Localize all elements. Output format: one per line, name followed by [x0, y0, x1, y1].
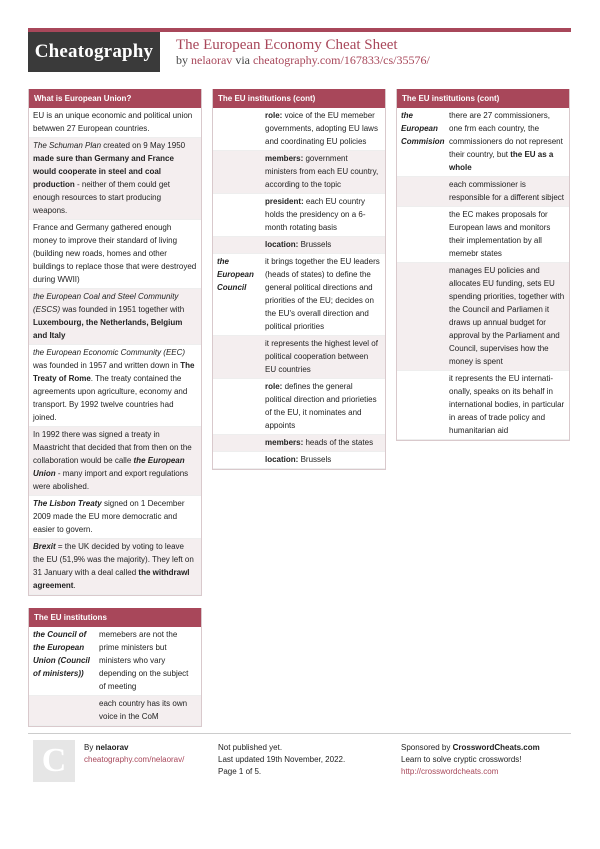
- section-eu-institutions: [28, 608, 202, 727]
- footer-author-name[interactable]: nelaorav: [95, 743, 129, 752]
- section-header: The EU institutions (cont): [213, 89, 385, 108]
- row-key-empty: [401, 208, 449, 260]
- text-bold: the EU as a whole: [449, 150, 554, 172]
- list-item: [213, 151, 385, 194]
- footer-author: [84, 742, 184, 766]
- list-item: [213, 108, 385, 151]
- row-key: the European Council: [217, 257, 254, 292]
- label: location:: [265, 240, 299, 249]
- text: - neither of them could get enough resources to start producing weapons.: [33, 180, 170, 215]
- list-item: [29, 289, 201, 345]
- term: the European Coal and Steel Community (ESCS): [33, 292, 179, 314]
- label: president:: [265, 197, 304, 206]
- list-item: France and Germany gathered enough money to improve their standard of living (building new roads, homes and other buildings to replace those that were destroyed during WWII): [29, 220, 201, 289]
- by-label: By: [84, 743, 96, 752]
- via-label: via: [235, 53, 250, 67]
- list-item: [29, 138, 201, 220]
- publish-status: Not published yet.: [218, 743, 283, 752]
- list-item: [213, 379, 385, 435]
- text-bold: the withdrawl agreement: [33, 568, 190, 590]
- row-value: memebers are not the prime ministers but ministers who vary depending on the subject of meeting: [99, 630, 189, 691]
- page-title: The European Economy Cheat Sheet: [176, 37, 398, 53]
- text: = the UK decided by voting to leave the EU (51,9% was the majority). They left on 31 January with a deal called: [33, 542, 194, 577]
- text-bold: Luxembourg, the Netherlands, Belgium and Italy: [33, 318, 183, 340]
- text: Brussels: [298, 455, 332, 464]
- footer-divider: [28, 733, 571, 734]
- row-key-empty: [217, 238, 265, 251]
- footer-author-url[interactable]: cheatography.com/nelaorav/: [84, 755, 185, 764]
- text: created on 9 May 1950: [101, 141, 186, 150]
- term: The Lisbon Treaty: [33, 499, 102, 508]
- column-1: [28, 89, 202, 739]
- section-header: The EU institutions (cont): [397, 89, 569, 108]
- row-value: it represents the highest level of political cooperation between EU countries: [265, 339, 378, 374]
- row-key-empty: [401, 372, 449, 437]
- text: defines the general political direction and prioriеties of the EU, it nominates and appoints: [265, 382, 377, 430]
- row-value: [265, 109, 381, 148]
- section-eu-institutions-cont-2: [396, 89, 570, 441]
- list-item: [213, 194, 385, 237]
- row-value: manages EU policies and allocates EU funding, sets EU spending priorities, together with the Council and Parliamen it draws up annual budget for approval by the Parliament and Council, supervises how the money is spent: [449, 266, 565, 366]
- term: the European Union: [33, 456, 185, 478]
- footer-sponsor: [401, 742, 540, 778]
- text: .: [73, 581, 76, 590]
- row-key-empty: [401, 264, 449, 368]
- row-key-empty: [217, 195, 265, 234]
- list-item: [29, 627, 201, 696]
- list-item: [397, 108, 569, 177]
- section-eu-institutions-cont: [212, 89, 386, 470]
- text: each EU country holds the presidency on a 6-month rotating basis: [265, 197, 366, 232]
- label: members:: [265, 438, 304, 447]
- cheatography-logo[interactable]: Cheatography: [28, 32, 160, 72]
- list-item: [397, 263, 569, 371]
- list-item: [397, 371, 569, 440]
- column-2: [212, 89, 386, 482]
- row-value: [265, 195, 381, 234]
- sponsor-name[interactable]: CrosswordCheats.com: [452, 743, 540, 752]
- author-link[interactable]: nelaorav: [191, 53, 233, 67]
- text: . The treaty contained the agreements upon agriculture, economy and transport. By 1992 twelve countries had joined.: [33, 374, 188, 422]
- by-label: by: [176, 53, 188, 67]
- text: - many import and export regulations were abolished.: [33, 469, 189, 491]
- sponsor-tagline: Learn to solve cryptic crosswords!: [401, 755, 522, 764]
- label: role:: [265, 382, 283, 391]
- text-bold: made sure than Germany and France would cooperate in steel and coal production: [33, 154, 174, 189]
- footer-publish-info: [218, 742, 345, 778]
- term: the European Economic Community (EEC): [33, 348, 186, 357]
- row-key-empty: [33, 697, 99, 723]
- section-header: The EU institutions: [29, 608, 201, 627]
- list-item: [397, 207, 569, 263]
- list-item: [29, 496, 201, 539]
- section-header: What is European Union?: [29, 89, 201, 108]
- section-what-is-eu: [28, 89, 202, 596]
- list-item: [29, 539, 201, 595]
- term: Brexit: [33, 542, 56, 551]
- row-key: the Council of the European Union (Council of ministers)): [33, 630, 90, 678]
- label: role:: [265, 111, 283, 120]
- text-bold: The Treaty of Rome: [33, 361, 195, 383]
- row-value: [265, 380, 381, 432]
- row-value: [265, 152, 381, 191]
- row-value: [265, 238, 381, 251]
- label: location:: [265, 455, 299, 464]
- label: members:: [265, 154, 304, 163]
- list-item: [397, 177, 569, 207]
- sponsor-url[interactable]: http://crosswordcheats.com: [401, 767, 499, 776]
- text: was founded in 1957 and written down in: [33, 361, 181, 370]
- text: government ministers from each EU country, according to the topic: [265, 154, 379, 189]
- row-key-empty: [217, 109, 265, 148]
- list-item: [213, 237, 385, 254]
- list-item: [29, 427, 201, 496]
- row-key-empty: [217, 380, 265, 432]
- text: voice of the EU memeber governments, adopting EU laws and coordinating EU policies: [265, 111, 378, 146]
- text: Brussels: [298, 240, 332, 249]
- row-key-empty: [217, 436, 265, 449]
- row-value: [449, 109, 565, 174]
- text: heads of the states: [303, 438, 374, 447]
- row-value: [265, 436, 381, 449]
- row-key-empty: [217, 337, 265, 376]
- list-item: EU is an unique economic and political union betwwen 27 European countries.: [29, 108, 201, 138]
- column-3: [396, 89, 570, 453]
- page-number: Page 1 of 5.: [218, 767, 262, 776]
- footer-author-line: [84, 742, 184, 754]
- sheet-url-link[interactable]: cheatography.com/167833/cs/35576/: [252, 53, 430, 67]
- row-key: the European Commision: [401, 111, 445, 146]
- row-value: the EC makes proposals for European laws and monitors their implementation by all memebr states: [449, 210, 551, 258]
- sponsor-label: Sponsored by: [401, 743, 453, 752]
- text: signed on 1 December 2009 made the EU more democratic and easier to govern.: [33, 499, 185, 534]
- text: was founded in 1951 together with: [60, 305, 185, 314]
- row-value: it brings together the EU leaders (heads of states) to define the general political directions and priorities of the EU; decides on the EU's overall direction and political priorities: [265, 257, 380, 331]
- list-item: [29, 345, 201, 427]
- row-value: it represents the EU internati-onally, speaks on its behalf in international bodies, in particular in areas of trade policy and humanitarian aid: [449, 374, 565, 435]
- list-item: [213, 254, 385, 336]
- text: In 1992 there was signed a treaty in Maastricht that decided that from then on the collaboration would be calle: [33, 430, 192, 465]
- row-key-empty: [217, 453, 265, 466]
- row-value: each country has its own voice in the CoM: [99, 699, 188, 721]
- row-key-empty: [217, 152, 265, 191]
- term: The Schuman Plan: [33, 141, 102, 150]
- last-updated: Last updated 19th November, 2022.: [218, 755, 346, 764]
- page-subtitle: [176, 53, 430, 68]
- list-item: [29, 696, 201, 726]
- list-item: [213, 435, 385, 452]
- list-item: [213, 452, 385, 469]
- text: there are 27 commissioners, one frm each country, the commissioners do not represent their country, but: [449, 111, 563, 159]
- author-avatar[interactable]: C: [33, 740, 75, 782]
- list-item: [213, 336, 385, 379]
- row-value: each commissioner is responsible for a different sibject: [449, 180, 565, 202]
- row-key-empty: [401, 178, 449, 204]
- row-value: [265, 453, 381, 466]
- sponsor-line: [401, 742, 540, 754]
